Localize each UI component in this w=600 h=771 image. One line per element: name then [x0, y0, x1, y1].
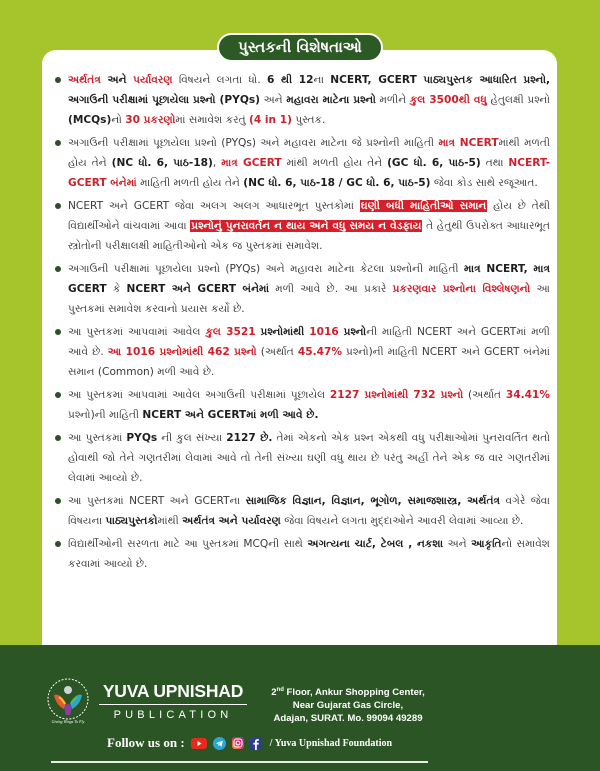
feature-bullet	[54, 322, 550, 382]
feature-bullet	[54, 534, 550, 574]
footer-divider	[51, 761, 428, 763]
body-text: તેમાં એકનો એક પ્રશ્ન એકથી વધુ પરીક્ષાઓમાં પુનરાવર્તિત થતો હોવાથી જો તેને ગણતરીમાં લેવામાં આવે તો તેની સંખ્યા ઘણી વધુ થાય છે પરંતુ અહીં તેને એક જ વાર ગણતરીમાં લેવામાં આવ્યો છે.	[68, 432, 550, 484]
feature-bullet	[54, 385, 550, 425]
body-text: અને	[259, 94, 287, 106]
features-list	[54, 70, 550, 577]
body-text: ની માહિતી NCERT અને GCERTમાં મળી આવે છે.	[68, 326, 550, 358]
body-text: પ્રશ્નો)ની માહિતી	[68, 409, 143, 421]
bold-text: 6 થી 12	[267, 74, 314, 86]
address-line-3: Adajan, SURAT. Mo. 99094 49289	[273, 713, 423, 725]
brand-block	[99, 681, 247, 721]
emphasis-red-text: 45.47%	[297, 346, 342, 358]
body-text: આ પુસ્તકમાં	[68, 432, 127, 444]
bullet-dot-icon	[55, 203, 61, 209]
brand-name: YUVA UPNISHAD	[99, 681, 247, 705]
feature-bullet	[54, 133, 550, 193]
body-text: વિદ્યાર્થીઓની સરળતા માટે આ પુસ્તકમાં MCQની સાથે	[68, 538, 308, 550]
body-text: તથા	[480, 157, 509, 169]
emphasis-red-text: માત્ર NCERT	[438, 137, 499, 149]
bold-text: પ્રશ્નો	[343, 326, 367, 338]
highlighted-phrase: ઘણી બધી માહિતીઓ સમાન	[360, 200, 487, 212]
body-text: પ્રશ્નો)ની માહિતી NCERT અને GCERT બંનેમાં સમાન (Common) મળી આવે છે.	[68, 346, 550, 378]
body-text: પુસ્તક.	[291, 114, 326, 126]
emphasis-red-text: (4 in 1)	[248, 114, 292, 126]
bullet-dot-icon	[55, 435, 61, 441]
bullet-dot-icon	[55, 329, 61, 335]
address	[263, 684, 433, 725]
svg-text:Giving Wings To Fly: Giving Wings To Fly	[51, 719, 85, 724]
address-line-1: 2nd Floor, Ankur Shopping Center,	[271, 687, 425, 699]
bold-text: આકૃતિ	[471, 538, 502, 550]
bold-text: (NC ધો. 6, પાઠ-18)	[111, 157, 213, 169]
body-text: જેવા વિષયને લગતા મુદ્દાઓને આવરી લેવામાં આવ્યા છે.	[280, 515, 524, 527]
body-text: અગાઉની પરીક્ષામાં પૂછાયેલા પ્રશ્નો (PYQs) અને મહાવરા માટેના જે પ્રશ્નોની માહિતી	[68, 137, 439, 149]
bold-text: પાઠ્યપુસ્તકો	[105, 515, 158, 527]
emphasis-red-text: પ્રકરણવાર પ્રશ્નોના વિશ્લેષણનો	[392, 283, 531, 295]
bullet-dot-icon	[55, 140, 61, 146]
body-text: અગાઉની પરીક્ષામાં પૂછાયેલા પ્રશ્નો (PYQs) અને મહાવરા માટેના કેટલા પ્રશ્નોની માહિતી	[68, 263, 465, 275]
instagram-icon[interactable]	[232, 737, 244, 749]
emphasis-red-text: પર્યાવરણ	[133, 74, 173, 86]
body-text: અને	[443, 538, 472, 550]
publisher-logo-icon	[44, 677, 92, 725]
body-text: ,	[212, 157, 222, 169]
body-text: (અર્થાત	[463, 389, 506, 401]
bold-text: માત્ર NCERT, માત્ર GCERT	[68, 263, 550, 295]
bold-text: (NC ધો. 6, પાઠ-18 / GC ધો. 6, પાઠ-5)	[243, 177, 431, 189]
bullet-dot-icon	[55, 77, 61, 83]
bold-text: (GC ધો. 6, પાઠ-5)	[387, 157, 481, 169]
feature-bullet	[54, 428, 550, 488]
bold-text: અગત્યના ચાર્ટ, ટેબલ , નકશા	[307, 538, 444, 550]
feature-bullet	[54, 491, 550, 531]
emphasis-red-text: આ 1016 પ્રશ્નોમાંથી 462 પ્રશ્નો	[107, 346, 257, 358]
body-text: મળીને	[375, 94, 410, 106]
body-text: હેતુલક્ષી પ્રશ્નો	[486, 94, 550, 106]
bold-text: પ્રશ્નોમાંથી	[260, 326, 305, 338]
body-text: આ પુસ્તકમાં આપવામાં આવેલ	[68, 326, 206, 338]
body-text: કે	[106, 283, 127, 295]
bold-text: , અગાઉની પરીક્ષામાં પૂછાયેલા પ્રશ્નો (PYQs)	[68, 74, 550, 106]
bold-text: 2127 છે.	[226, 432, 273, 444]
bold-text: સામાજિક વિજ્ઞાન, વિજ્ઞાન, ભૂગોળ, સમાજશાસ્ત્ર, અર્થતંત્ર	[245, 495, 500, 507]
body-text: નો સમાવેશ કરવામાં આવ્યો છે.	[68, 538, 550, 570]
emphasis-red-text: 1016	[309, 326, 339, 338]
emphasis-red-text: 34.41%	[505, 389, 550, 401]
body-text: હોય છે તેથી વિદ્યાર્થીઓને વાંચવામાં આવા	[68, 200, 550, 232]
emphasis-red-text: 30 પ્રકરણો	[125, 114, 176, 126]
body-text: ના	[313, 74, 331, 86]
highlighted-phrase: પ્રશ્નોનું પુનરાવર્તન ન થાય અને વધુ સમય ન વેડફાય	[191, 220, 422, 232]
facebook-icon[interactable]	[250, 737, 262, 750]
body-text: નો	[111, 114, 126, 126]
bold-text: (MCQs)	[68, 114, 112, 126]
body-text: વગેરે જેવા વિષયના	[68, 495, 550, 527]
bold-text: PYQs	[126, 432, 158, 444]
bold-text: NCERT, GCERT પાઠ્યપુસ્તક આધારિત પ્રશ્નો	[330, 74, 546, 86]
emphasis-red-text: માત્ર GCERT	[221, 157, 282, 169]
body-text: મળી આવે છે. આ પ્રકારે	[269, 283, 393, 295]
body-text: (અર્થાત	[256, 346, 298, 358]
emphasis-red-text: કુલ 3500થી વધુ	[409, 94, 487, 106]
bullet-dot-icon	[55, 541, 61, 547]
body-text: માંથી મળતી હોય તેને	[68, 137, 550, 169]
emphasis-red-text: કુલ 3521	[205, 326, 256, 338]
body-text: ની કુલ સંખ્યા	[157, 432, 227, 444]
bold-text: મહાવરા માટેના પ્રશ્નો	[286, 94, 376, 106]
footer	[0, 645, 600, 771]
body-text: માહિતી મળતી હોય તેને	[136, 177, 244, 189]
follow-us-row	[107, 733, 392, 753]
body-text: તે હેતુથી ઉપરોક્ત આધારભૂત સ્ત્રોતોની પરીક્ષાલક્ષી માહિતીઓનો એક જ પુસ્તકમાં સમાવેશ.	[68, 220, 550, 252]
bold-text: અને	[100, 74, 134, 86]
follow-us-label: Follow us on :	[107, 735, 185, 750]
emphasis-red-text: અર્થતંત્ર	[68, 74, 101, 86]
bold-text: અર્થતંત્ર અને પર્યાવરણ	[182, 515, 281, 527]
feature-bullet	[54, 196, 550, 256]
body-text: જેવા કોડ સાથે રજૂઆત.	[430, 177, 538, 189]
body-text: NCERT અને GCERT જેવા અલગ અલગ આધારભૂત પુસ્તકોમાં	[68, 200, 360, 212]
telegram-icon[interactable]	[213, 737, 226, 750]
feature-bullet	[54, 70, 550, 130]
body-text: આ પુસ્તકમાં આપવામાં આવેલ અગાઉની પરીક્ષામાં પૂછાયેલ	[68, 389, 330, 401]
body-text: માંથી	[157, 515, 183, 527]
social-handle[interactable]: / Yuva Upnishad Foundation	[269, 737, 393, 749]
bold-text: NCERT અને GCERTમાં મળી આવે છે.	[142, 409, 319, 421]
body-text: માંથી મળતી હોય તેને	[281, 157, 388, 169]
body-text: વિષયને લગતા ધો.	[172, 74, 267, 86]
address-line-2: Near Gujarat Gas Circle,	[292, 700, 404, 712]
bullet-dot-icon	[55, 266, 61, 272]
feature-bullet	[54, 259, 550, 319]
bullet-dot-icon	[55, 498, 61, 504]
body-text: આ પુસ્તકમાં સમાવેશ કરવાનો પ્રયાસ કર્યો છે.	[68, 283, 550, 315]
brand-subtitle: PUBLICATION	[113, 709, 233, 721]
body-text: આ પુસ્તકમાં NCERT અને GCERTના	[68, 495, 246, 507]
bold-text: NCERT અને GCERT બંનેમાં	[126, 283, 270, 295]
page-title: પુસ્તકની વિશેષતાઓ	[217, 33, 383, 62]
bullet-dot-icon	[55, 392, 61, 398]
emphasis-red-text: 2127 પ્રશ્નોમાંથી 732 પ્રશ્નો	[329, 389, 464, 401]
body-text: માં સમાવેશ કરતું	[175, 114, 249, 126]
youtube-icon[interactable]	[191, 738, 207, 749]
emphasis-red-text: NCERT-GCERT બંનેમાં	[68, 157, 550, 189]
